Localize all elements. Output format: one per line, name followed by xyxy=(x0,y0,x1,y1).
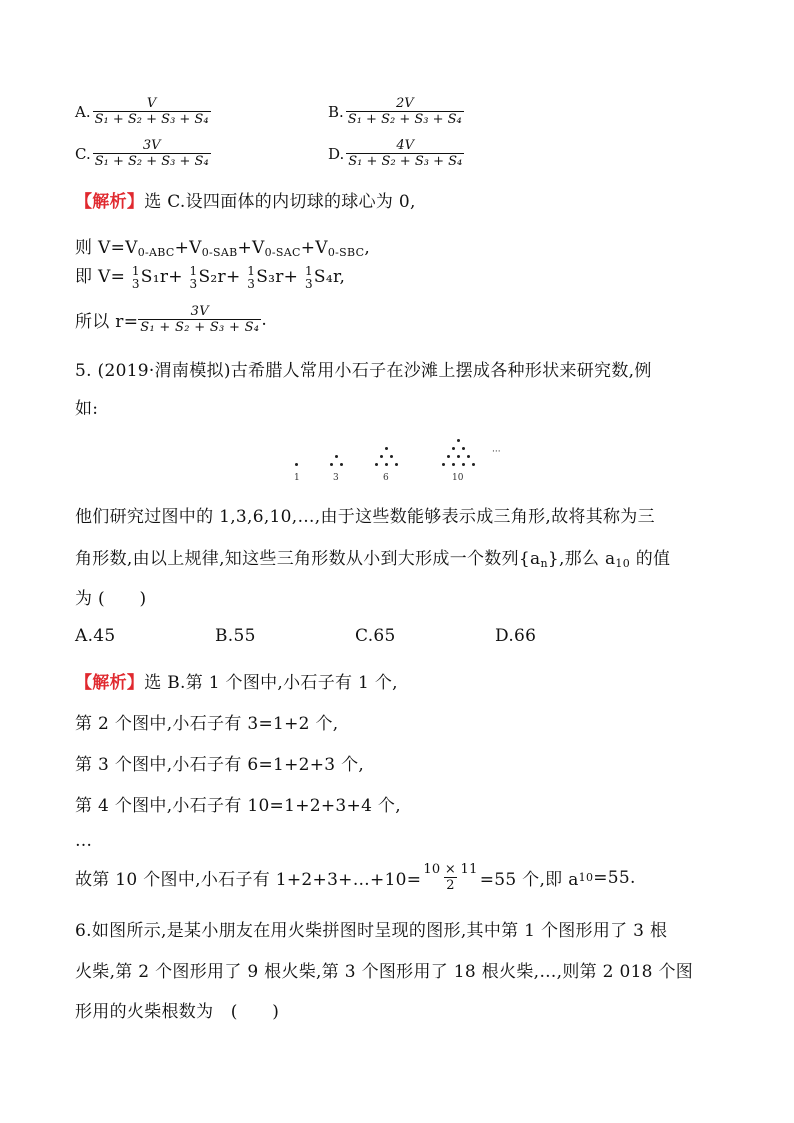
q5-line1: 5. (2019·渭南模拟)古希腊人常用小石子在沙滩上摆成各种形状来研究数,例 xyxy=(75,361,652,381)
option-d xyxy=(328,138,464,169)
sol5-line3: 第 3 个图中,小石子有 6=1+2+3 个, xyxy=(75,755,365,775)
q5-choice-a: A.45 xyxy=(75,626,116,646)
sol4-line4: 所以 r= $\frac{3V}{\text{S₁ + S₂ + S₃ + S₄}}$ . xyxy=(75,304,268,335)
option-c xyxy=(75,138,211,169)
option-a-fraction: $\frac{V}{\text{S₁ + S₂ + S₃ + S₄}}$ xyxy=(94,96,209,127)
one-third-fraction: 1 3 xyxy=(131,263,140,291)
pebble xyxy=(335,455,338,458)
q5-choice-c: C.65 xyxy=(355,626,396,646)
q5-choice-d: D.66 xyxy=(495,626,537,646)
option-b xyxy=(328,96,464,127)
sol5-line6: 故第 10 个图中,小石子有 1+2+3+…+10= $\frac{10 \times 11}{2}$ =55 个,即 a 10 =55. xyxy=(75,862,636,893)
option-c-label: C. xyxy=(75,144,91,163)
option-c-fraction: $\frac{3V}{\text{S₁ + S₂ + S₃ + S₄}}$ xyxy=(94,138,209,169)
pebble xyxy=(467,455,470,458)
sol4-line2: 则 $V=V_{0-ABC}+V_{0-SAB}+V_{0-SAC}+V_{0-SBC}$, xyxy=(75,238,371,259)
q5-line3: 他们研究过图中的 1,3,6,10,…,由于这些数能够表示成三角形,故将其称为三 xyxy=(75,507,655,527)
option-a xyxy=(75,96,211,127)
figure-ellipsis: ··· xyxy=(492,447,501,457)
option-a-label: A. xyxy=(75,102,91,121)
pebble xyxy=(472,463,475,466)
sol5-line2: 第 2 个图中,小石子有 3=1+2 个, xyxy=(75,714,339,734)
q5-line5: 为 ( ) xyxy=(75,589,147,609)
pebble xyxy=(295,463,298,466)
sol5-line1: 【解析】选 B.第 1 个图中,小石子有 1 个, xyxy=(75,673,398,693)
pebble xyxy=(340,463,343,466)
option-b-label: B. xyxy=(328,102,344,121)
sum-fraction: $\frac{10 \times 11}{2}$ xyxy=(423,862,478,893)
sol5-line4: 第 4 个图中,小石子有 10=1+2+3+4 个, xyxy=(75,796,401,816)
pebble xyxy=(452,447,455,450)
one-third-fraction: 1 3 xyxy=(189,263,198,291)
pebble xyxy=(452,463,455,466)
figure-caption-6: 6 xyxy=(383,473,389,483)
pebble xyxy=(330,463,333,466)
one-third-fraction: 1 3 xyxy=(247,263,256,291)
pebble xyxy=(380,455,383,458)
option-d-label: D. xyxy=(328,144,345,163)
q5-choice-b: B.55 xyxy=(215,626,256,646)
pebble xyxy=(385,463,388,466)
q5-line4: 角形数,由以上规律,知这些三角形数从小到大形成一个数列$\{a_n\}$,那么 $a_{10}$ 的值 xyxy=(75,549,671,570)
q6-line1: 6.如图所示,是某小朋友在用火柴拼图时呈现的图形,其中第 1 个图形用了 3 根 xyxy=(75,921,668,941)
q5-line2: 如: xyxy=(75,399,99,419)
figure-caption-3: 3 xyxy=(333,473,339,483)
figure-caption-1: 1 xyxy=(294,473,300,483)
pebble xyxy=(442,463,445,466)
option-d-fraction: $\frac{4V}{\text{S₁ + S₂ + S₃ + S₄}}$ xyxy=(348,138,463,169)
option-b-fraction: $\frac{2V}{\text{S₁ + S₂ + S₃ + S₄}}$ xyxy=(347,96,462,127)
analysis-tag: 【解析】 xyxy=(75,673,145,693)
analysis-tag: 【解析】 xyxy=(75,192,145,212)
r-fraction: $\frac{3V}{\text{S₁ + S₂ + S₃ + S₄}}$ xyxy=(140,304,260,335)
q6-line2: 火柴,第 2 个图形用了 9 根火柴,第 3 个图形用了 18 根火柴,…,则第 2 018 个图 xyxy=(75,962,694,982)
sol5-line5: … xyxy=(75,831,93,851)
pebble xyxy=(390,455,393,458)
pebble xyxy=(375,463,378,466)
q6-line3: 形用的火柴根数为 ( ) xyxy=(75,1002,280,1022)
pebble xyxy=(462,447,465,450)
pebble xyxy=(457,455,460,458)
pebble xyxy=(385,447,388,450)
pebble xyxy=(462,463,465,466)
pebble xyxy=(447,455,450,458)
pebble xyxy=(395,463,398,466)
triangular-numbers-figure xyxy=(270,425,510,485)
sol4-line1: 【解析】选 C.设四面体的内切球的球心为 0, xyxy=(75,192,416,212)
sol4-line3: 即 V= 1 3 S₁r+ 1 3 S₂r+ 1 3 S₃r+ 1 3 S₄r, xyxy=(75,263,346,291)
one-third-fraction: 1 3 xyxy=(304,263,313,291)
pebble xyxy=(457,439,460,442)
figure-caption-10: 10 xyxy=(452,473,464,483)
